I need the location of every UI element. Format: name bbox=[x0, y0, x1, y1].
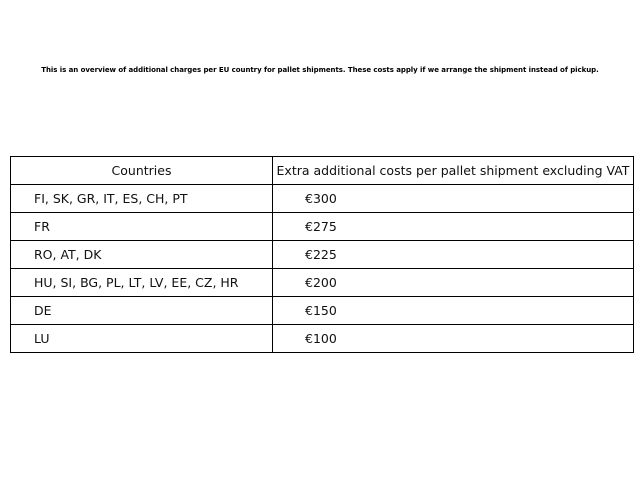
countries-cell: LU bbox=[11, 325, 273, 353]
countries-cell: DE bbox=[11, 297, 273, 325]
countries-cell: FI, SK, GR, IT, ES, CH, PT bbox=[11, 185, 273, 213]
countries-cell: HU, SI, BG, PL, LT, LV, EE, CZ, HR bbox=[11, 269, 273, 297]
cost-cell: €100 bbox=[273, 325, 634, 353]
table-header-row bbox=[11, 157, 634, 185]
cost-cell: €150 bbox=[273, 297, 634, 325]
cost-cell: €225 bbox=[273, 241, 634, 269]
cost-cell: €200 bbox=[273, 269, 634, 297]
table-row bbox=[11, 213, 634, 241]
cost-cell: €300 bbox=[273, 185, 634, 213]
table-row bbox=[11, 269, 634, 297]
table-row bbox=[11, 185, 634, 213]
cost-cell: €275 bbox=[273, 213, 634, 241]
costs-column-header: Extra additional costs per pallet shipment excluding VAT bbox=[273, 157, 634, 185]
table-row bbox=[11, 297, 634, 325]
intro-text: This is an overview of additional charges per EU country for pallet shipments. These costs apply if we arrange the shipment instead of pickup. bbox=[41, 66, 599, 74]
countries-cell: FR bbox=[11, 213, 273, 241]
countries-column-header: Countries bbox=[11, 157, 273, 185]
countries-cell: RO, AT, DK bbox=[11, 241, 273, 269]
charges-table bbox=[10, 156, 634, 353]
table-row bbox=[11, 241, 634, 269]
table-row bbox=[11, 325, 634, 353]
